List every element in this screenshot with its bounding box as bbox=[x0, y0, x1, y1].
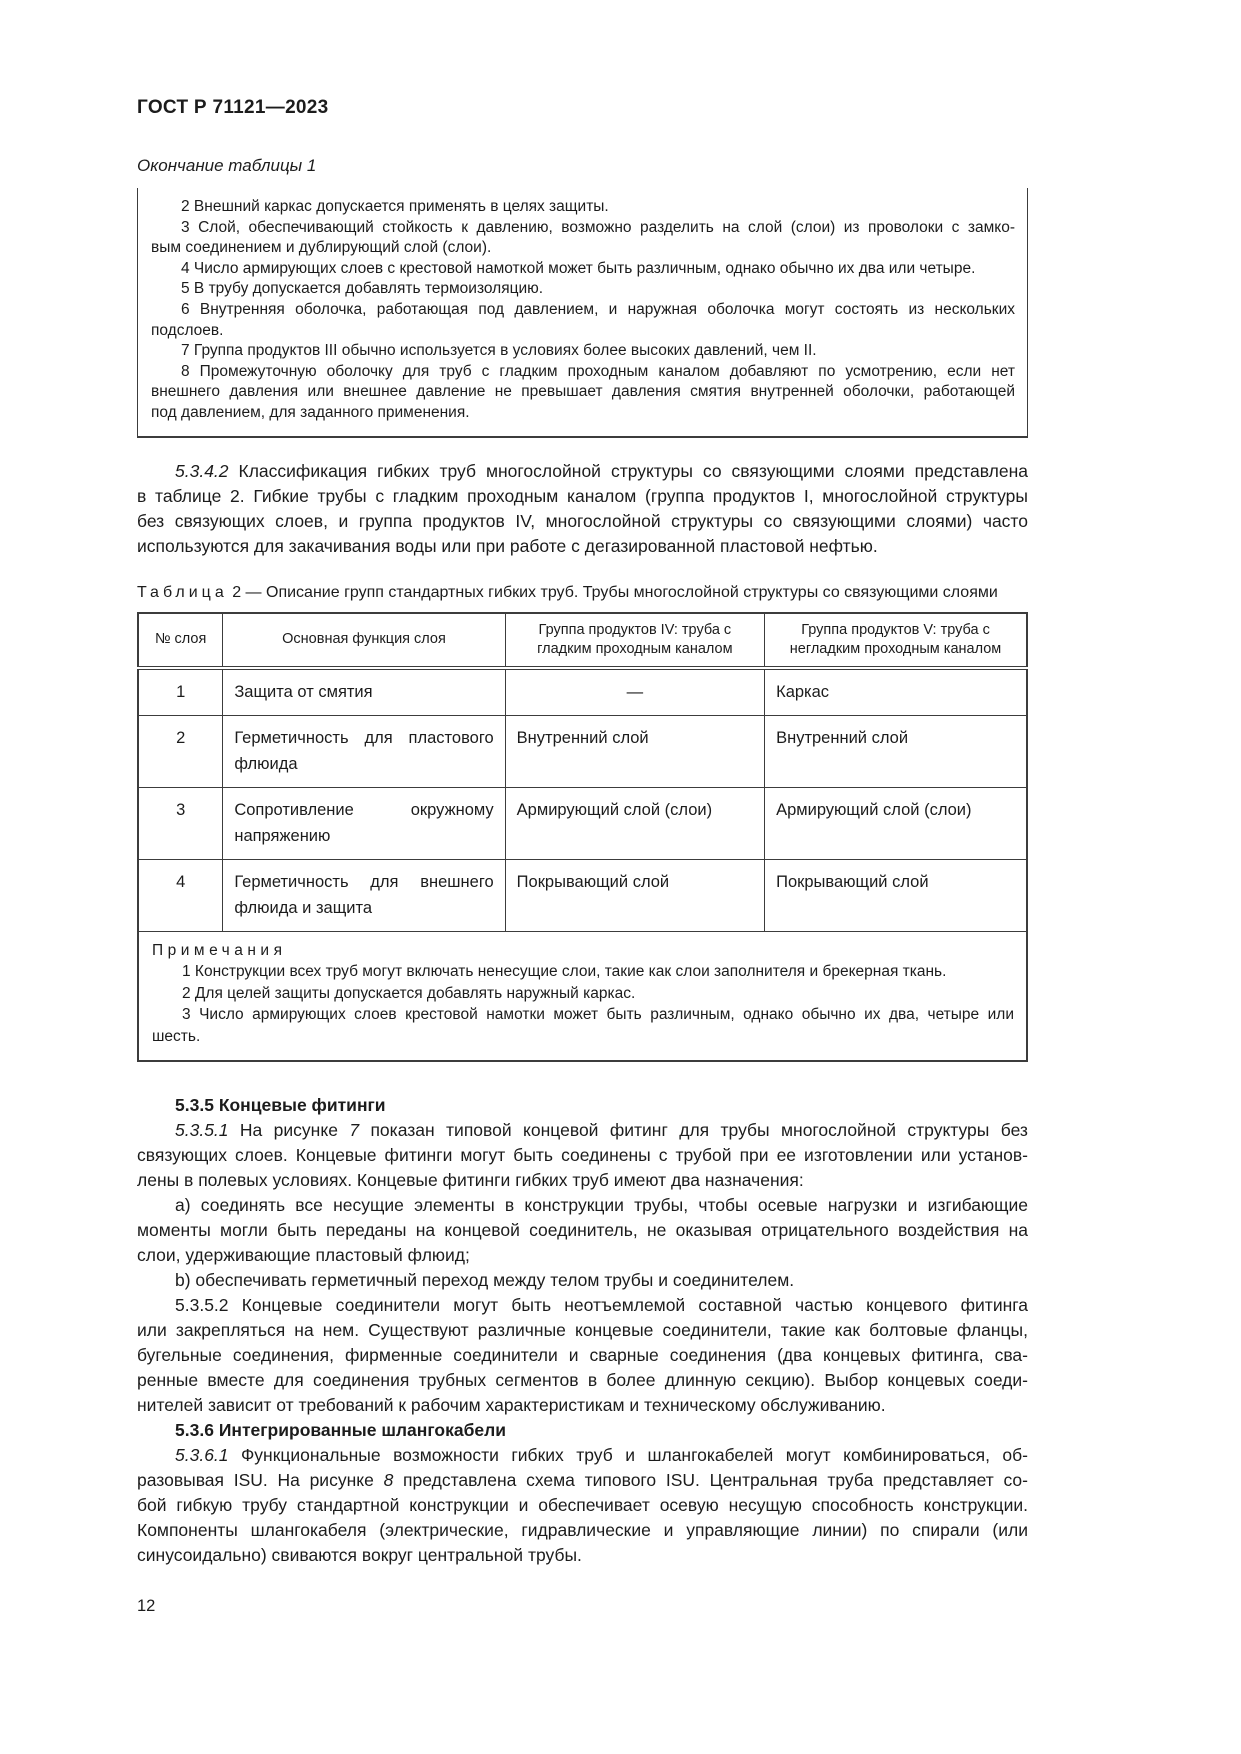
cell-group5: Каркас bbox=[765, 668, 1027, 716]
text-line: ренные вместе для соединения трубных сегментов в более длинную секцию). Выбор концевых соеди- bbox=[137, 1369, 1028, 1390]
heading-title: Интегрированные шлангокабели bbox=[218, 1419, 506, 1440]
cell-group5: Покрывающий слой bbox=[765, 859, 1027, 931]
table1-note-line: подслоев. bbox=[151, 321, 224, 339]
page-content bbox=[137, 0, 1028, 1568]
table1-note-line: 3 Слой, обеспечивающий стойкость к давлению, возможно разделить на слой (слои) из проволоки с замко- bbox=[181, 218, 1015, 236]
text-line: слои, удерживающие пластовый флюид; bbox=[137, 1244, 470, 1265]
clause-number: 5.3.6.1 bbox=[175, 1444, 229, 1465]
table2-row bbox=[138, 787, 1027, 859]
text-line: Компоненты шлангокабеля (электрические, гидравлические и управляющие линии) по спирали (или bbox=[137, 1519, 1028, 1540]
clause-5-3-4-2 bbox=[137, 459, 1028, 559]
table2-note-line: 3 Число армирующих слоев крестовой намотки может быть различным, однако обычно их два, четыре или bbox=[182, 1006, 1014, 1024]
table2-row bbox=[138, 859, 1027, 931]
table2-notes bbox=[138, 931, 1027, 1060]
text-span: Функциональные возможности гибких труб и шлангокабелей могут комбинироваться, об- bbox=[241, 1444, 1028, 1465]
cell-group4: — bbox=[505, 668, 764, 716]
standard-code: ГОСТ Р 71121—2023 bbox=[137, 97, 329, 118]
text-line: в таблице 2. Гибкие трубы с гладким проходным каналом (группа продуктов I, многослойной структуры bbox=[137, 485, 1028, 506]
list-item-b bbox=[137, 1268, 1028, 1293]
paragraph-5-3-5-1 bbox=[137, 1118, 1028, 1193]
text-line: используются для закачивания воды или при работе с дегазированной пластовой нефтью. bbox=[137, 535, 878, 556]
table2-caption-number: 2 bbox=[232, 583, 242, 601]
text-line: бугельные соединения, фирменные соединители и сварные соединения (два концевых фитинга, сва- bbox=[137, 1344, 1028, 1365]
text-line: лены в полевых условиях. Концевые фитинги гибких труб имеют два назначения: bbox=[137, 1169, 804, 1190]
table1-note-line: вым соединением и дублирующий слой (слои). bbox=[151, 239, 492, 257]
paragraph-5-3-6-1 bbox=[137, 1443, 1028, 1568]
cell-layer-function: Сопротивление окружному напряжению bbox=[223, 787, 505, 859]
table1-note-line: внешнего давления или внешнее давление не превышает давления смятия внутренней оболочки, работающей bbox=[151, 383, 1015, 401]
figure-number: 7 bbox=[349, 1119, 360, 1140]
table2 bbox=[137, 612, 1028, 1062]
text-span: разовывая ISU. На рисунке bbox=[137, 1469, 374, 1490]
figure-number: 8 bbox=[383, 1469, 394, 1490]
cell-layer-number: 3 bbox=[138, 787, 223, 859]
heading-5-3-6 bbox=[137, 1418, 1028, 1443]
cell-layer-number: 2 bbox=[138, 715, 223, 787]
heading-number: 5.3.6 bbox=[175, 1419, 214, 1440]
cell-group4: Армирующий слой (слои) bbox=[505, 787, 764, 859]
table2-header-layer-function: Основная функция слоя bbox=[223, 613, 505, 668]
section-5-3-5 bbox=[137, 1093, 1028, 1568]
cell-layer-number: 4 bbox=[138, 859, 223, 931]
table2-caption bbox=[137, 584, 1028, 602]
table2-note-line: 1 Конструкции всех труб могут включать ненесущие слои, такие как слои заполнителя и брекерная ткань. bbox=[182, 963, 947, 981]
table2-header-group5: Группа продуктов V: труба с негладким проходным каналом bbox=[765, 613, 1027, 668]
table2-row bbox=[138, 668, 1027, 716]
text-line: 5.3.5.2 Концевые соединители могут быть неотъемлемой составной частью концевого фитинга bbox=[175, 1294, 1028, 1315]
heading-number: 5.3.5 bbox=[175, 1094, 214, 1115]
text-line: бой гибкую трубу стандартной конструкции и обеспечивает осевую несущую способность конструкции. bbox=[137, 1494, 1028, 1515]
text-line: связующих слоев. Концевые фитинги могут быть соединены с трубой при ее изготовлении или установ- bbox=[137, 1144, 1028, 1165]
table1-note-line: 6 Внутренняя оболочка, работающая под давлением, и наружная оболочка могут состоять из нескольких bbox=[181, 300, 1015, 318]
cell-group5: Внутренний слой bbox=[765, 715, 1027, 787]
text-span: На рисунке bbox=[239, 1119, 338, 1140]
text-line: b) обеспечивать герметичный переход между телом трубы и соединителем. bbox=[175, 1269, 795, 1290]
table1-note-line: 7 Группа продуктов III обычно используется в условиях более высоких давлений, чем II. bbox=[181, 342, 817, 360]
text-line: моменты могли быть переданы на концевой соединитель, не оказывая отрицательного воздействия на bbox=[137, 1219, 1028, 1240]
table2-caption-text: Описание групп стандартных гибких труб. Трубы многослойной структуры со связующими слоями bbox=[266, 583, 998, 601]
heading-5-3-5 bbox=[137, 1093, 1028, 1118]
paragraph-5-3-5-2 bbox=[137, 1293, 1028, 1418]
table2-row bbox=[138, 715, 1027, 787]
table2-notes-row bbox=[138, 931, 1027, 1060]
table2-header-layer-number: № слоя bbox=[138, 613, 223, 668]
cell-layer-number: 1 bbox=[138, 668, 223, 716]
text-line bbox=[137, 1118, 1028, 1143]
table1-continuation-label: Окончание таблицы 1 bbox=[137, 156, 317, 175]
clause-number: 5.3.5.1 bbox=[175, 1119, 229, 1140]
table2-note-line: 2 Для целей защиты допускается добавлять наружный каркас. bbox=[182, 984, 636, 1002]
text-line: a) соединять все несущие элементы в конструкции трубы, чтобы осевые нагрузки и изгибающие bbox=[175, 1194, 1028, 1215]
text-span: представлена схема типового ISU. Центральная труба представляет со- bbox=[403, 1469, 1028, 1490]
table1-end-notes-box bbox=[137, 188, 1028, 438]
text-line bbox=[137, 1443, 1028, 1468]
table1-note-line: 5 В трубу допускается добавлять термоизоляцию. bbox=[181, 280, 544, 298]
clause-number: 5.3.4.2 bbox=[175, 460, 229, 481]
text-line: нителей зависит от требований к рабочим характеристикам и техническому обслуживанию. bbox=[137, 1394, 886, 1415]
table1-note-line: 2 Внешний каркас допускается применять в целях защиты. bbox=[181, 198, 609, 215]
text-line: без связующих слоев, и группа продуктов IV, многослойной структуры со связующими слоями) часто bbox=[137, 510, 1028, 531]
table2-caption-dash: — bbox=[245, 583, 262, 601]
table2-notes-title: Примечания bbox=[152, 941, 287, 959]
text-span: Классификация гибких труб многослойной структуры со связующими слоями представлена bbox=[238, 460, 1028, 481]
table2-header-row bbox=[138, 613, 1027, 668]
table1-note-line: под давлением, для заданного применения. bbox=[151, 403, 470, 421]
heading-title: Концевые фитинги bbox=[218, 1094, 386, 1115]
table2-header-group4: Группа продуктов IV: труба с гладким проходным каналом bbox=[505, 613, 764, 668]
text-line bbox=[137, 459, 1028, 484]
text-line: или закрепляться на нем. Существуют различные концевые соединители, такие как болтовые фланцы, bbox=[137, 1319, 1028, 1340]
table2-note-line: шесть. bbox=[152, 1027, 201, 1045]
text-line bbox=[137, 1468, 1028, 1493]
cell-group5: Армирующий слой (слои) bbox=[765, 787, 1027, 859]
page-number: 12 bbox=[137, 1597, 156, 1615]
cell-group4: Покрывающий слой bbox=[505, 859, 764, 931]
cell-layer-function: Герметичность для внешнего флюида и защита bbox=[223, 859, 505, 931]
cell-layer-function: Герметичность для пластового флюида bbox=[223, 715, 505, 787]
table1-note-line: 4 Число армирующих слоев с крестовой намоткой может быть различным, однако обычно их два или четыре. bbox=[181, 259, 976, 277]
table2-caption-word: Таблица bbox=[137, 583, 228, 601]
cell-layer-function: Защита от смятия bbox=[223, 668, 505, 716]
text-span: показан типовой концевой фитинг для трубы многослойной структуры без bbox=[370, 1119, 1028, 1140]
text-line: синусоидально) свиваются вокруг центральной трубы. bbox=[137, 1544, 582, 1565]
cell-group4: Внутренний слой bbox=[505, 715, 764, 787]
list-item-a bbox=[137, 1193, 1028, 1268]
table1-note-line: 8 Промежуточную оболочку для труб с гладким проходным каналом добавляют по усмотрению, если нет bbox=[181, 362, 1015, 380]
